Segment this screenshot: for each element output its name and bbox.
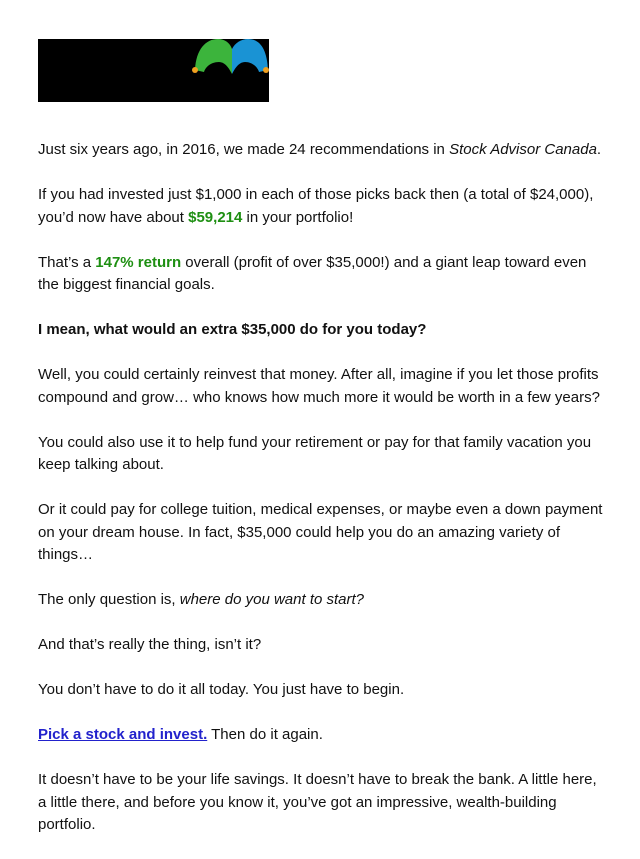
paragraph-tuition: Or it could pay for college tuition, medical expenses, or maybe even a down payment on your dream house. In fact, $35,000 could help you do an amazing variety of things… xyxy=(38,501,603,563)
paragraph-reinvest: Well, you could certainly reinvest that money. After all, imagine if you let those profits compound and grow… who knows how much more it would be worth in a few years? xyxy=(38,366,600,406)
logo-banner xyxy=(38,39,269,102)
paragraph-return: That’s a 147% return overall (profit of over $35,000!) and a giant leap toward even the biggest financial goals. xyxy=(38,253,587,293)
publication-name: Stock Advisor Canada xyxy=(449,141,597,158)
paragraph-question: I mean, what would an extra $35,000 do for you today? xyxy=(38,321,427,338)
paragraph-investment: If you had invested just $1,000 in each of those picks back then (a total of $24,000), you’d now have about $59,214 in your portfolio! xyxy=(38,186,594,226)
return-percentage: 147% return xyxy=(95,253,182,271)
paragraph-begin: You don’t have to do it all today. You just have to begin. xyxy=(38,681,405,698)
jester-hat-icon xyxy=(38,39,269,102)
paragraph-recommendations: Just six years ago, in 2016, we made 24 recommendations in Stock Advisor Canada. xyxy=(38,141,602,158)
paragraph-pick-stock: Pick a stock and invest. Then do it again. xyxy=(38,726,323,743)
paragraph-the-thing: And that’s really the thing, isn’t it? xyxy=(38,636,262,653)
pick-stock-link[interactable]: Pick a stock and invest. xyxy=(38,726,208,743)
portfolio-value: $59,214 xyxy=(188,208,243,226)
email-body xyxy=(38,139,606,859)
paragraph-retirement: You could also use it to help fund your retirement or pay for that family vacation you keep talking about. xyxy=(38,433,592,473)
paragraph-life-savings: It doesn’t have to be your life savings. It doesn’t have to break the bank. A little here, a little there, and before you know it, you’ve got an impressive, wealth-building portfolio. xyxy=(38,771,597,833)
paragraph-where-start: The only question is, where do you want to start? xyxy=(38,591,365,608)
